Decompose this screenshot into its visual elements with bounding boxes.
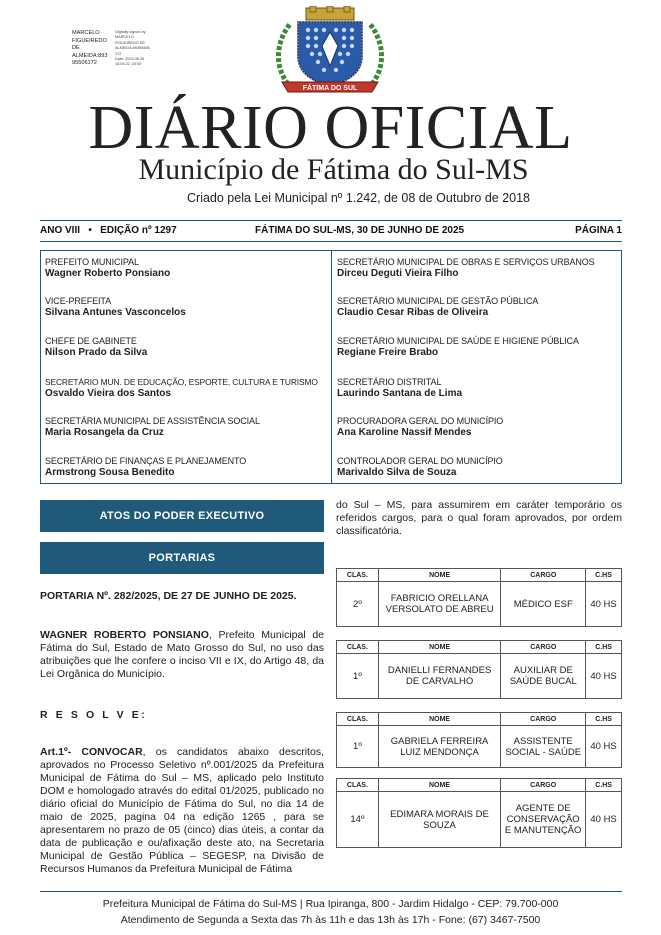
official-left-5: SECRETÁRIO DE FINANÇAS E PLANEJAMENTO Armstrong Sousa Benedito <box>45 456 247 478</box>
footer-address: Prefeitura Municipal de Fátima do Sul-MS | Rua Ipiranga, 800 - Jardim Hidalgo - CEP: 79.700-000 <box>102 898 559 910</box>
header-chs: C.HS <box>586 779 622 792</box>
header-cargo: CARGO <box>501 569 586 582</box>
header-nome: NOME <box>378 779 500 792</box>
candidate-table-2 <box>336 640 622 699</box>
official-right-3: SECRETÁRIO DISTRITAL Laurindo Santana de Lima <box>337 377 463 399</box>
officials-divider <box>331 251 332 483</box>
article-1-continuation: do Sul – MS, para assumirem em caráter temporário os referidos cargos, para o qual foram aprovados, por ordem classificatória. <box>336 499 622 537</box>
official-left-4: SECRETÁRIA MUNICIPAL DE ASSISTÊNCIA SOCIAL Maria Rosangela da Cruz <box>45 416 260 438</box>
table-row: 2º FABRICIO ORELLANA VERSOLATO DE ABREU MÉDICO ESF 40 HS <box>337 582 622 627</box>
header-clas: CLAS. <box>337 569 379 582</box>
header-cargo: CARGO <box>501 713 586 726</box>
header-clas: CLAS. <box>337 713 379 726</box>
page-title: DIÁRIO OFICIAL <box>88 94 573 162</box>
coat-banner-text: FÁTIMA DO SUL <box>302 85 358 92</box>
official-left-3: SECRETÁRIO MUN. DE EDUCAÇÃO, ESPORTE, CULTURA E TURISMO Osvaldo Vieira dos Santos <box>45 377 318 399</box>
table-row: 1º DANIELLI FERNANDES DE CARVALHO AUXILIAR DE SAÚDE BUCAL 40 HS <box>337 654 622 699</box>
official-right-5: CONTROLADOR GERAL DO MUNICÍPIO Marivaldo Silva de Souza <box>337 456 503 478</box>
footer-divider <box>40 891 622 892</box>
digital-signature-details: Digitally signed by MARCELO FIGUEIREDO DE ALMEIDA:89395506 172 Date: 2025.06.30 16:04:22 -04'00' <box>115 30 150 67</box>
edition-number: ANO VIII • EDIÇÃO nº 1297 <box>40 225 177 236</box>
official-left-2: CHEFE DE GABINETE Nilson Prado da Silva <box>45 336 148 358</box>
officials-box <box>40 250 622 484</box>
header-chs: C.HS <box>586 569 622 582</box>
candidate-table-1 <box>336 568 622 627</box>
header-nome: NOME <box>378 569 501 582</box>
official-right-1: SECRETÁRIO MUNICIPAL DE GESTÃO PÚBLICA Claudio Cesar Ribas de Oliveira <box>337 296 539 318</box>
official-right-0: SECRETÁRIO MUNICIPAL DE OBRAS E SERVIÇOS URBANOS Dirceu Deguti Vieira Filho <box>337 257 595 279</box>
official-right-2: SECRETÁRIO MUNICIPAL DE SAÚDE E HIGIENE PÚBLICA Regiane Freire Brabo <box>337 336 579 358</box>
digital-signature-name: MARCELO FIGUEIREDO DE ALMEIDA:893 95506172 <box>72 30 108 67</box>
official-right-4: PROCURADORA GERAL DO MUNICÍPIO Ana Karoline Nassif Mendes <box>337 416 504 438</box>
edition-date: FÁTIMA DO SUL-MS, 30 DE JUNHO DE 2025 <box>255 225 465 236</box>
table-row: 14º EDIMARA MORAIS DE SOUZA AGENTE DE CONSERVAÇÃO E MANUTENÇÃO 40 HS <box>337 792 622 848</box>
article-1: Art.1º- CONVOCAR, os candidatos abaixo descritos, aprovados no Processo Seletivo nº.001/2025 da Prefeitura Municipal de Fátima do Sul – MS, aplicado pelo Instituto DOM e homologado através do edital 01/2025, publicado no diário oficial do Município de Fátima do Sul, no dia 14 de maio de 2025, pagina 04 na edição 1265 , para se apresentarem no prazo de 05 (cinco) dias úteis, a contar da data de publicação e ou/afixação deste ato, na Secretaria Municipal de Gestão Pública – SEGESP, na Divisão de Recursos Humanos da Prefeitura Municipal de Fátima <box>40 746 324 875</box>
page-number: PÁGINA 1 <box>575 225 622 236</box>
header-clas: CLAS. <box>337 779 379 792</box>
page-subtitle: Município de Fátima do Sul-MS <box>138 153 529 186</box>
resolve-heading: R E S O L V E: <box>40 709 148 721</box>
section-header-portarias: PORTARIAS <box>40 542 324 574</box>
candidate-table-3 <box>336 712 622 768</box>
header-clas: CLAS. <box>337 641 379 654</box>
table-row: 1º GABRIELA FERREIRA LUIZ MENDONÇA ASSISTENTE SOCIAL - SAÚDE 40 HS <box>337 726 622 768</box>
portaria-intro: WAGNER ROBERTO PONSIANO, Prefeito Municipal de Fátima do Sul, Estado de Mato Grosso do Sul, no uso das atribuições que lhe confere o inciso VII e IX, do Artigo 48, da Lei Orgânica do Município. <box>40 629 324 680</box>
section-header-atos: ATOS DO PODER EXECUTIVO <box>40 500 324 532</box>
candidate-table-4 <box>336 778 622 848</box>
creation-law-text: Criado pela Lei Municipal nº 1.242, de 08 de Outubro de 2018 <box>187 191 530 205</box>
page-footer <box>0 896 661 928</box>
footer-hours: Atendimento de Segunda a Sexta das 7h às 11h e das 13h às 17h - Fone: (67) 3467-7500 <box>120 914 541 926</box>
header-nome: NOME <box>378 713 500 726</box>
official-left-1: VICE-PREFEITA Silvana Antunes Vasconcelos <box>45 296 186 318</box>
header-nome: NOME <box>378 641 501 654</box>
header-chs: C.HS <box>586 641 622 654</box>
official-left-0: PREFEITO MUNICIPAL Wagner Roberto Ponsiano <box>45 257 171 279</box>
header-cargo: CARGO <box>501 641 586 654</box>
header-chs: C.HS <box>586 713 622 726</box>
edition-bar <box>40 220 622 242</box>
header-cargo: CARGO <box>501 779 586 792</box>
coat-of-arms-icon <box>268 6 392 96</box>
portaria-title: PORTARIA Nº. 282/2025, DE 27 DE JUNHO DE 2025. <box>40 590 297 602</box>
